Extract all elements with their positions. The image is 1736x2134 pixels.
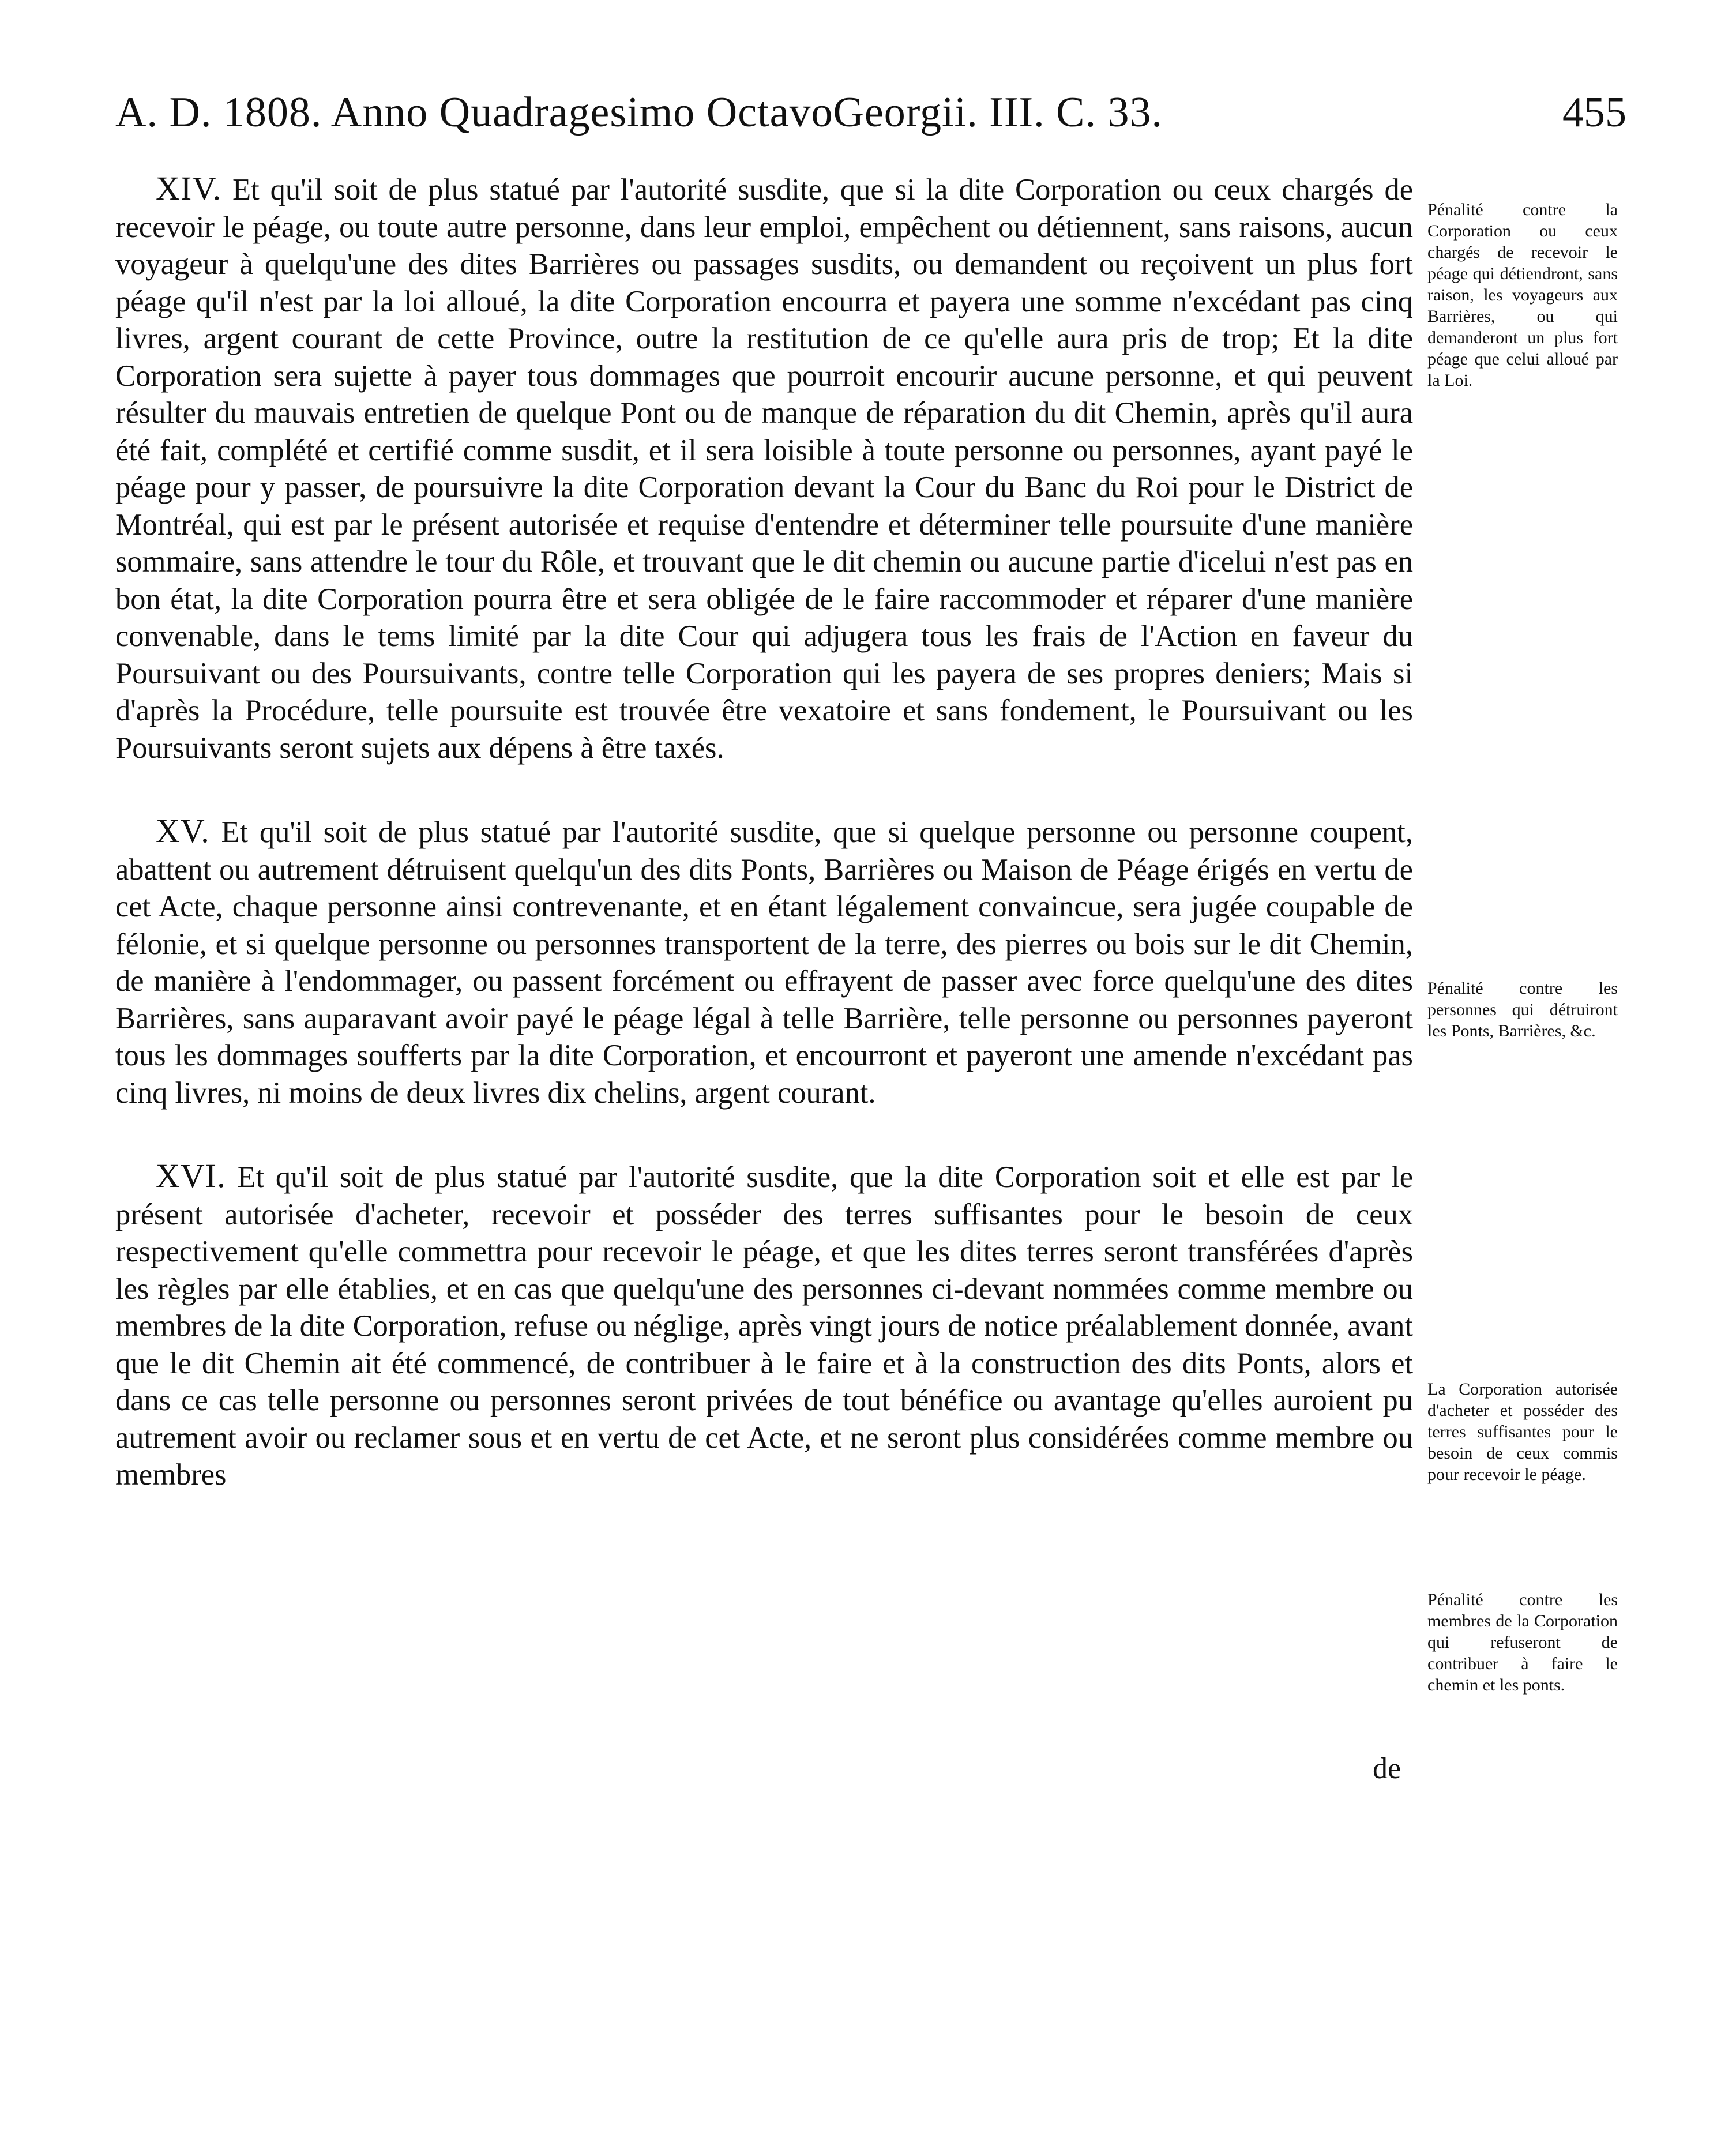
- margin-note: La Corporation autorisée d'acheter et posséder des terres suffisantes pour le besoin de ceux commis pour recevoir le péage.: [1427, 1380, 1618, 1484]
- section-xiv: [115, 170, 1413, 767]
- margin-note: Pénalité contre les personnes qui détruiront les Ponts, Barrières, &c.: [1427, 979, 1618, 1040]
- section-xv: [115, 813, 1413, 1111]
- main-text-column: [115, 170, 1413, 1540]
- section-paragraph: [115, 813, 1413, 1111]
- section-text: Et qu'il soit de plus statué par l'autorité susdite, que si quelque personne ou personne coupent, abattent ou autrement détruisent quelqu'un des dits Ponts, Barrières ou Maison de Péage érigés en vertu de cet Acte, chaque personne ainsi contrevenante, et en étant légalement convaincue, sera jugée coupable de félonie, et si quelque personne ou personnes transportent de la terre, des pierres ou bois sur le dit Chemin, de manière à l'endommager, ou passent forcément ou effrayent de passer avec force quelqu'une des dites Barrières, sans auparavant avoir payé le péage légal à telle Barrière, telle personne ou personnes payeront tous les dommages soufferts par la dite Corporation, et encourront et payeront une amende n'excédant pas cinq livres, ni moins de deux livres dix chelins, argent courant.: [115, 816, 1414, 1110]
- section-number: XVI.: [156, 1157, 226, 1194]
- section-number: XV.: [156, 812, 210, 850]
- section-paragraph: [115, 170, 1413, 767]
- page-header: [115, 81, 1626, 144]
- page-number: 455: [1562, 89, 1626, 136]
- margin-note: Pénalité contre la Corporation ou ceux chargés de recevoir le péage qui détiendront, sans raison, les voyageurs aux Barrières, ou qui demanderont un plus fort péage que celui alloué par la Loi.: [1427, 200, 1618, 390]
- section-text: Et qu'il soit de plus statué par l'autorité susdite, que si la dite Corporation ou ceux chargés de recevoir le péage, ou toute autre personne, dans leur emploi, empêchent ou détiennent, sans raisons, aucun voyageur à quelqu'une des dites Barrières ou passages susdits, ou demandent ou reçoivent un plus fort péage qu'il n'est par la loi alloué, la dite Corporation encourra et payera une somme n'excédant pas cinq livres, argent courant de cette Province, outre la restitution de ce qu'elle aura pris de trop; Et la dite Corporation sera sujette à payer tous dommages que pourroit encourir aucune personne, et qui peuvent résulter du mauvais entretien de quelque Pont ou de manque de réparation du dit Chemin, après qu'il aura été fait, complété et certifié comme susdit, et il sera loisible à toute personne ou personnes, ayant payé le péage pour y passer, de poursuivre la dite Corporation devant la Cour du Banc du Roi pour le District de Montréal, qui est par le présent autorisée et requise d'entendre et déterminer telle poursuite d'une manière sommaire, sans attendre le tour du Rôle, et trouvant que le dit chemin ou aucune partie d'icelui n'est pas en bon état, la dite Corporation pourra être et sera obligée de le faire raccommoder et réparer d'une manière convenable, dans le tems limité par la dite Cour qui adjugera tous les frais de l'Action en faveur du Poursuivant ou des Poursuivants, contre telle Corporation qui les payera de ses propres deniers; Mais si d'après la Procédure, telle poursuite est trouvée être vexatoire et sans fondement, le Poursuivant ou les Poursuivants seront sujets aux dépens à être taxés.: [115, 173, 1413, 765]
- section-text: Et qu'il soit de plus statué par l'autorité susdite, que la dite Corporation soit et elle est par le présent autorisée d'acheter, recevoir et posséder des terres suffisantes pour le besoin de ceux respectivement qu'elle commettra pour recevoir le péage, et que les dites terres seront transférées d'après les règles par elle établies, et en cas que quelqu'une des personnes ci-devant nommées comme membre ou membres de la dite Corporation, refuse ou néglige, après vingt jours de notice préalablement donnée, avant que le dit Chemin ait été commencé, de contribuer à le faire et à la construction des dits Ponts, alors et dans ce cas telle personne ou personnes seront privées de tout bénéfice ou avantage qu'elles auroient pu autrement avoir ou reclamer sous et en vertu de cet Acte, et ne seront plus considérées comme membre ou membres: [115, 1160, 1414, 1491]
- running-head: A. D. 1808. Anno Quadragesimo OctavoGeorgii. III. C. 33.: [115, 89, 1163, 136]
- section-xvi: [115, 1158, 1413, 1494]
- section-number: XIV.: [156, 170, 222, 207]
- margin-note: Pénalité contre les membres de la Corporation qui refuseront de contribuer à faire le chemin et les ponts.: [1427, 1590, 1618, 1695]
- catchword: de: [1373, 1752, 1401, 1785]
- section-paragraph: [115, 1158, 1413, 1494]
